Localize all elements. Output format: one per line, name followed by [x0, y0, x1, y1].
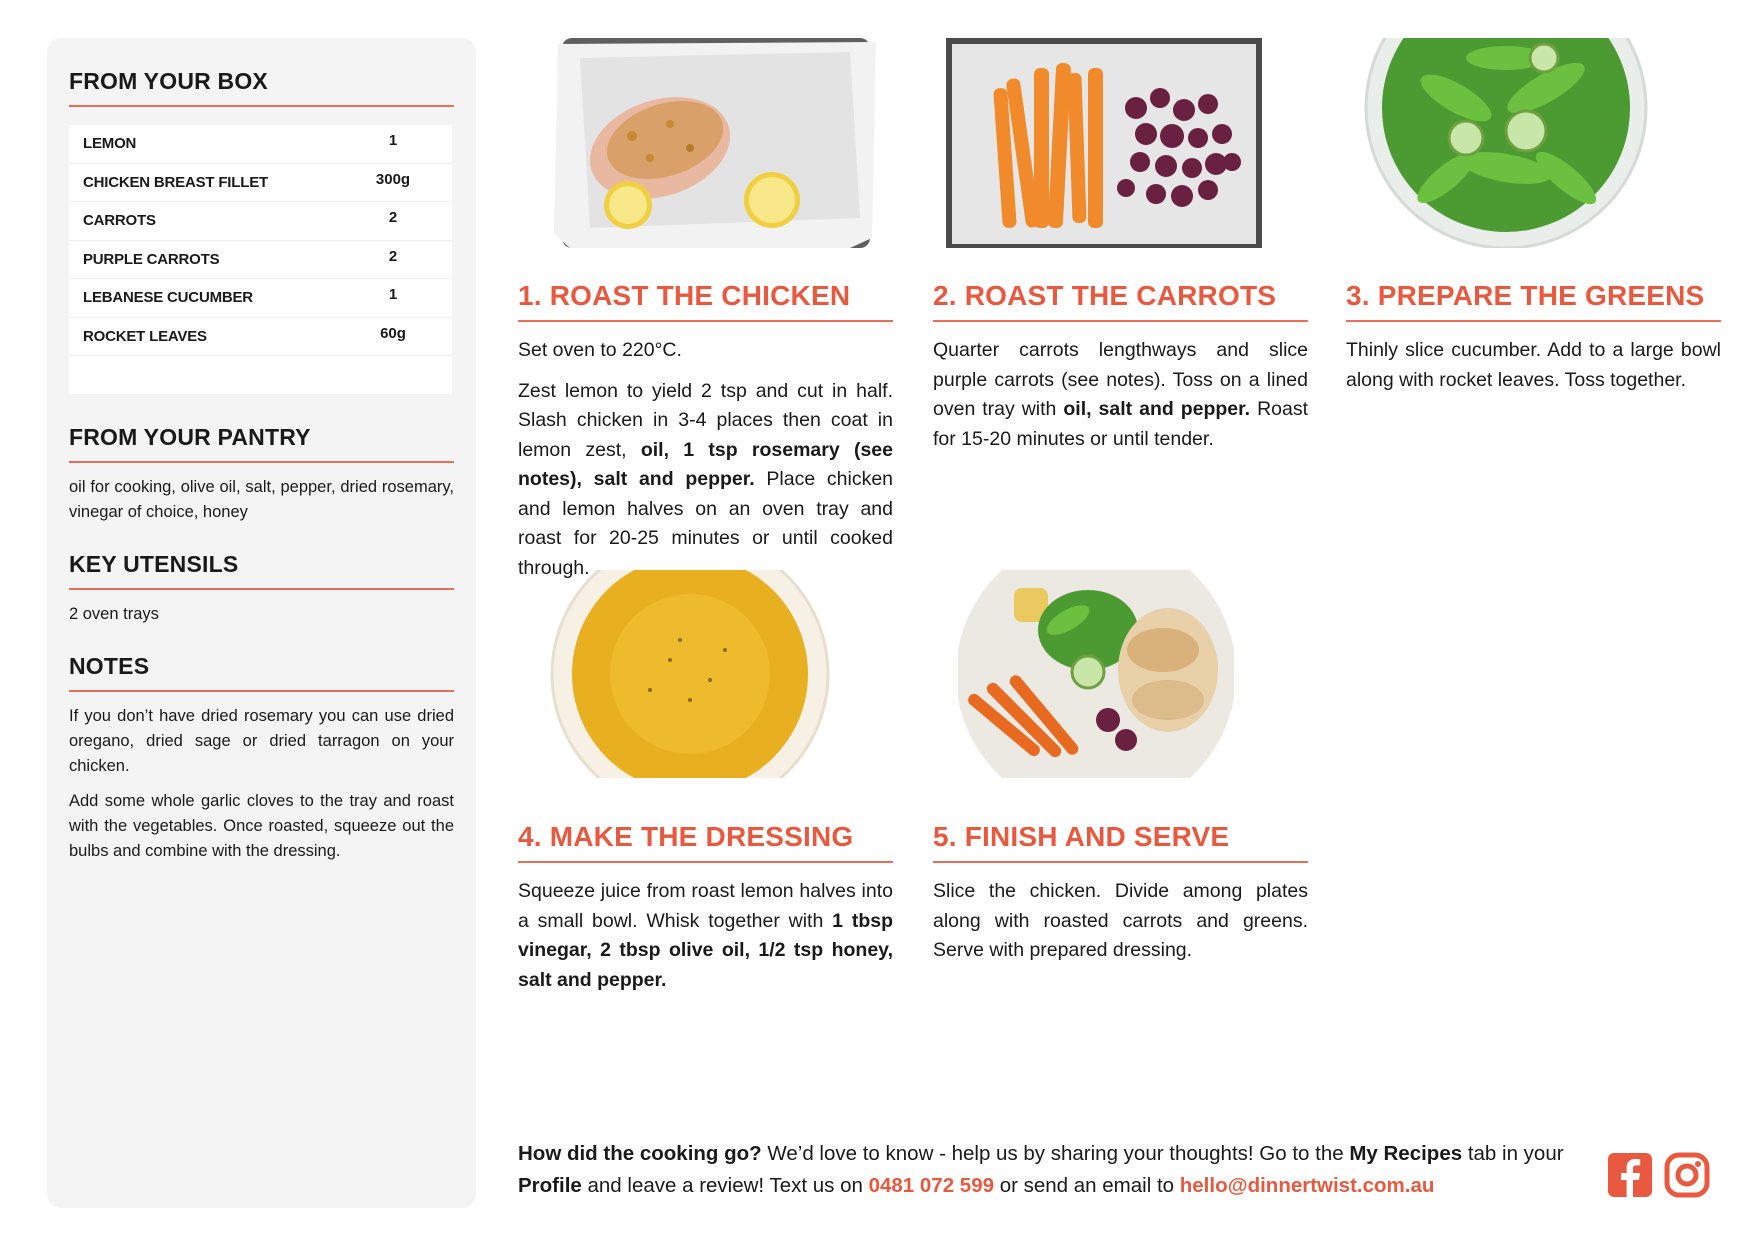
- table-row: [69, 125, 452, 164]
- ingredients-table: [69, 125, 452, 394]
- step-5: [933, 821, 1308, 977]
- table-row: [69, 279, 452, 318]
- step-5-paragraph: Slice the chicken. Divide among plates along with roasted carrots and greens. Serve with prepared dressing.: [933, 880, 1308, 961]
- from-your-box-heading: FROM YOUR BOX: [69, 68, 454, 107]
- step-4-instructions: [518, 877, 893, 995]
- table-row: [69, 241, 452, 280]
- feedback-footer: [518, 1138, 1578, 1202]
- step-text: Quarter carrots lengthways and slice purple carrots (see notes). Toss on a lined oven tray with: [933, 339, 1308, 420]
- step-3: [1346, 280, 1721, 406]
- ingredient-qty: 2: [388, 209, 398, 227]
- footer-text: or send an email to: [994, 1174, 1180, 1197]
- utensils-section: [69, 551, 454, 627]
- greens-bowl-photo: [1356, 38, 1656, 248]
- utensils-heading: KEY UTENSILS: [69, 551, 454, 590]
- email-link[interactable]: hello@dinnertwist.com.au: [1179, 1174, 1435, 1197]
- footer-question: How did the cooking go?: [518, 1142, 762, 1165]
- carrots-tray-photo: [946, 38, 1262, 248]
- ingredient-name: ROCKET LEAVES: [83, 327, 207, 345]
- step-text: Place chicken and lemon halves on an oven tray and roast for 20-25 minutes or until cooked through.: [518, 468, 894, 579]
- pantry-text: oil for cooking, olive oil, salt, pepper, dried rosemary, vinegar of choice, honey: [69, 478, 454, 521]
- phone-link[interactable]: 0481 072 599: [868, 1174, 994, 1197]
- step-4-title: 4. MAKE THE DRESSING: [518, 821, 893, 863]
- dressing-bowl-photo: [550, 570, 840, 778]
- step-3-paragraph: Thinly slice cucumber. Add to a large bowl along with rocket leaves. Toss together.: [1346, 339, 1721, 391]
- notes-section: [69, 653, 454, 864]
- step-bold-text: 1 tbsp vinegar, 2 tbsp olive oil, 1/2 tsp honey, salt and pepper.: [518, 909, 893, 991]
- utensils-text: 2 oven trays: [69, 605, 159, 623]
- step-4-paragraph: [518, 877, 893, 995]
- step-4: [518, 821, 893, 1006]
- ingredient-name: LEBANESE CUCUMBER: [83, 289, 253, 307]
- ingredient-qty: 1: [388, 132, 398, 150]
- step-bold-text: oil, 1 tsp rosemary (see notes), salt and pepper.: [518, 438, 893, 490]
- ingredient-name: LEMON: [83, 135, 137, 153]
- footer-text: tab in your: [1462, 1142, 1564, 1165]
- step-3-title: 3. PREPARE THE GREENS: [1346, 280, 1721, 322]
- chicken-tray-photo: [550, 38, 880, 248]
- step-5-title: 5. FINISH AND SERVE: [933, 821, 1308, 863]
- step-1-instructions: [518, 336, 893, 583]
- ingredient-name: PURPLE CARROTS: [83, 250, 220, 268]
- ingredient-qty: 60g: [380, 324, 406, 342]
- step-5-instructions: [933, 877, 1308, 966]
- step-text: Zest lemon to yield 2 tsp and cut in half. Slash chicken in 3-4 places then coat in lemon zest,: [518, 379, 893, 461]
- table-row: [69, 164, 452, 203]
- pantry-heading: FROM YOUR PANTRY: [69, 424, 454, 463]
- step-1-paragraph: Set oven to 220°C.: [518, 339, 682, 361]
- step-bold-text: oil, salt and pepper.: [1063, 398, 1251, 420]
- instagram-icon[interactable]: [1664, 1152, 1712, 1200]
- footer-text: and leave a review! Text us on: [581, 1174, 869, 1197]
- notes-heading: NOTES: [69, 653, 454, 692]
- step-2-instructions: [933, 336, 1308, 454]
- facebook-icon[interactable]: [1607, 1152, 1655, 1200]
- table-row: [69, 318, 452, 357]
- ingredients-panel: [47, 38, 476, 1208]
- step-2-title: 2. ROAST THE CARROTS: [933, 280, 1308, 322]
- step-1-paragraph: [518, 377, 893, 584]
- profile-label: Profile: [518, 1174, 582, 1197]
- ingredient-qty: 1: [388, 286, 398, 304]
- step-2: [933, 280, 1308, 465]
- notes-paragraph: Add some whole garlic cloves to the tray and roast with the vegetables. Once roasted, squeeze out the bulbs and combine with the dressing.: [69, 792, 454, 860]
- my-recipes-label: My Recipes: [1349, 1142, 1463, 1165]
- ingredient-name: CHICKEN BREAST FILLET: [83, 173, 268, 191]
- ingredient-name: CARROTS: [83, 212, 156, 230]
- notes-paragraph: If you don’t have dried rosemary you can use dried oregano, dried sage or dried tarragon on your chicken.: [69, 707, 454, 775]
- pantry-section: [69, 424, 454, 525]
- footer-text: We’d love to know - help us by sharing your thoughts! Go to the: [761, 1142, 1350, 1165]
- step-text: Squeeze juice from roast lemon halves into a small bowl. Whisk together with: [518, 880, 893, 932]
- step-1-title: 1. ROAST THE CHICKEN: [518, 280, 893, 322]
- step-2-paragraph: [933, 336, 1308, 454]
- step-text: Roast for 15-20 minutes or until tender.: [933, 398, 1309, 450]
- table-row: [69, 202, 452, 241]
- step-1: [518, 280, 893, 594]
- ingredient-qty: 2: [388, 247, 398, 265]
- ingredient-qty: 300g: [375, 170, 411, 188]
- step-3-instructions: [1346, 336, 1721, 395]
- final-plate-photo: [958, 570, 1234, 778]
